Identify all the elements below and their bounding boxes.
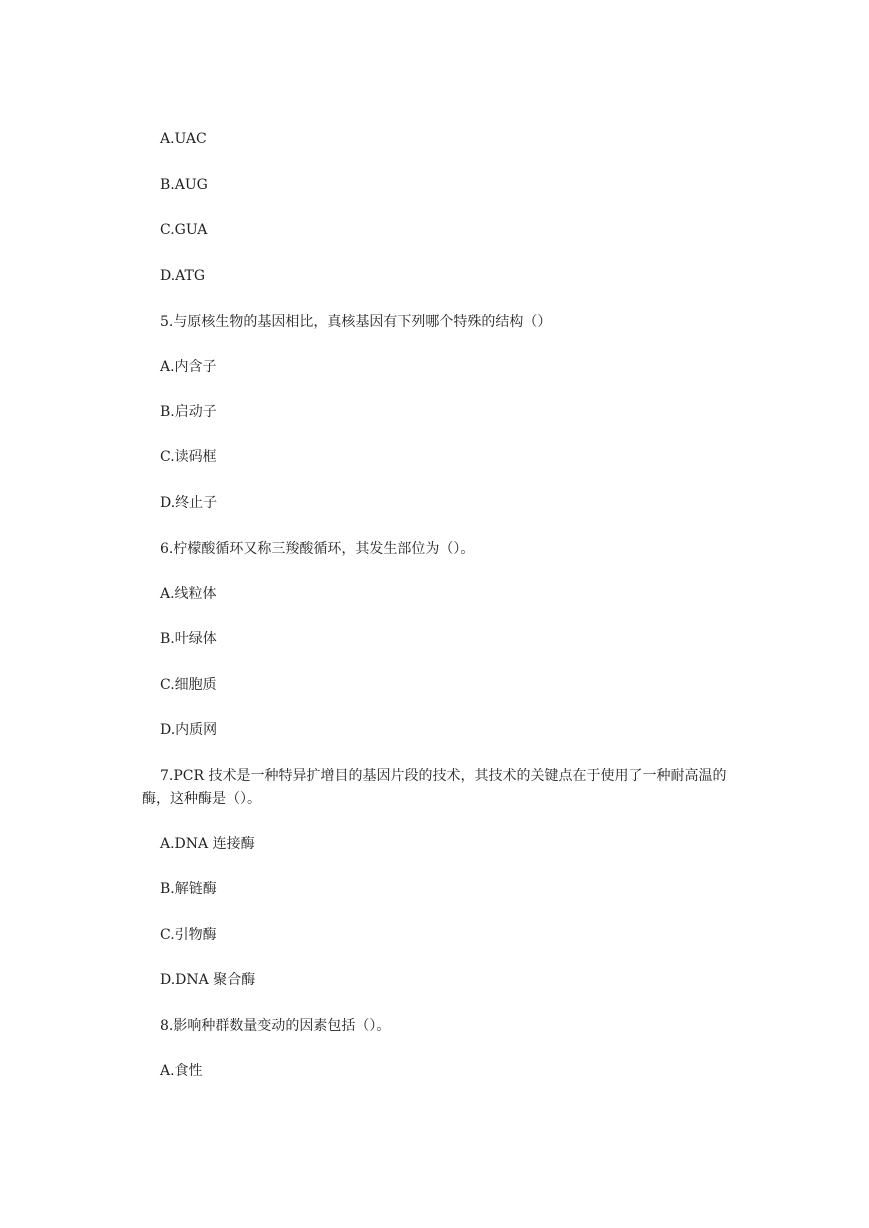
q4-option-c: C.GUA [160,222,208,238]
q7-question: 7.PCR 技术是一种特异扩增目的基因片段的技术，其技术的关键点在于使用了一种耐高温的酶，这种酶是（）。 [142,768,727,807]
q7-option-b: B.解链酶 [160,881,217,897]
q5-option-d: D.终止子 [160,495,218,511]
q4-option-a: A.UAC [160,131,207,147]
q5-question: 5.与原核生物的基因相比，真核基因有下列哪个特殊的结构（） [160,314,552,330]
q8-question: 8.影响种群数量变动的因素包括（）。 [160,1018,391,1034]
q4-option-b: B.AUG [160,177,208,193]
q6-option-c: C.细胞质 [160,677,217,693]
q7-option-c: C.引物酶 [160,927,217,943]
q7-option-a: A.DNA 连接酶 [160,836,255,852]
q5-option-a: A.内含子 [160,359,217,375]
q4-option-d: D.ATG [160,268,206,284]
q5-option-b: B.启动子 [160,404,217,420]
q6-option-a: A.线粒体 [160,586,217,602]
q6-option-d: D.内质网 [160,722,218,738]
q5-option-c: C.读码框 [160,449,217,465]
q6-question: 6.柠檬酸循环又称三羧酸循环，其发生部位为（）。 [160,541,475,557]
q7-option-d: D.DNA 聚合酶 [160,972,256,988]
q6-option-b: B.叶绿体 [160,631,217,647]
q8-option-a: A.食性 [160,1063,203,1079]
